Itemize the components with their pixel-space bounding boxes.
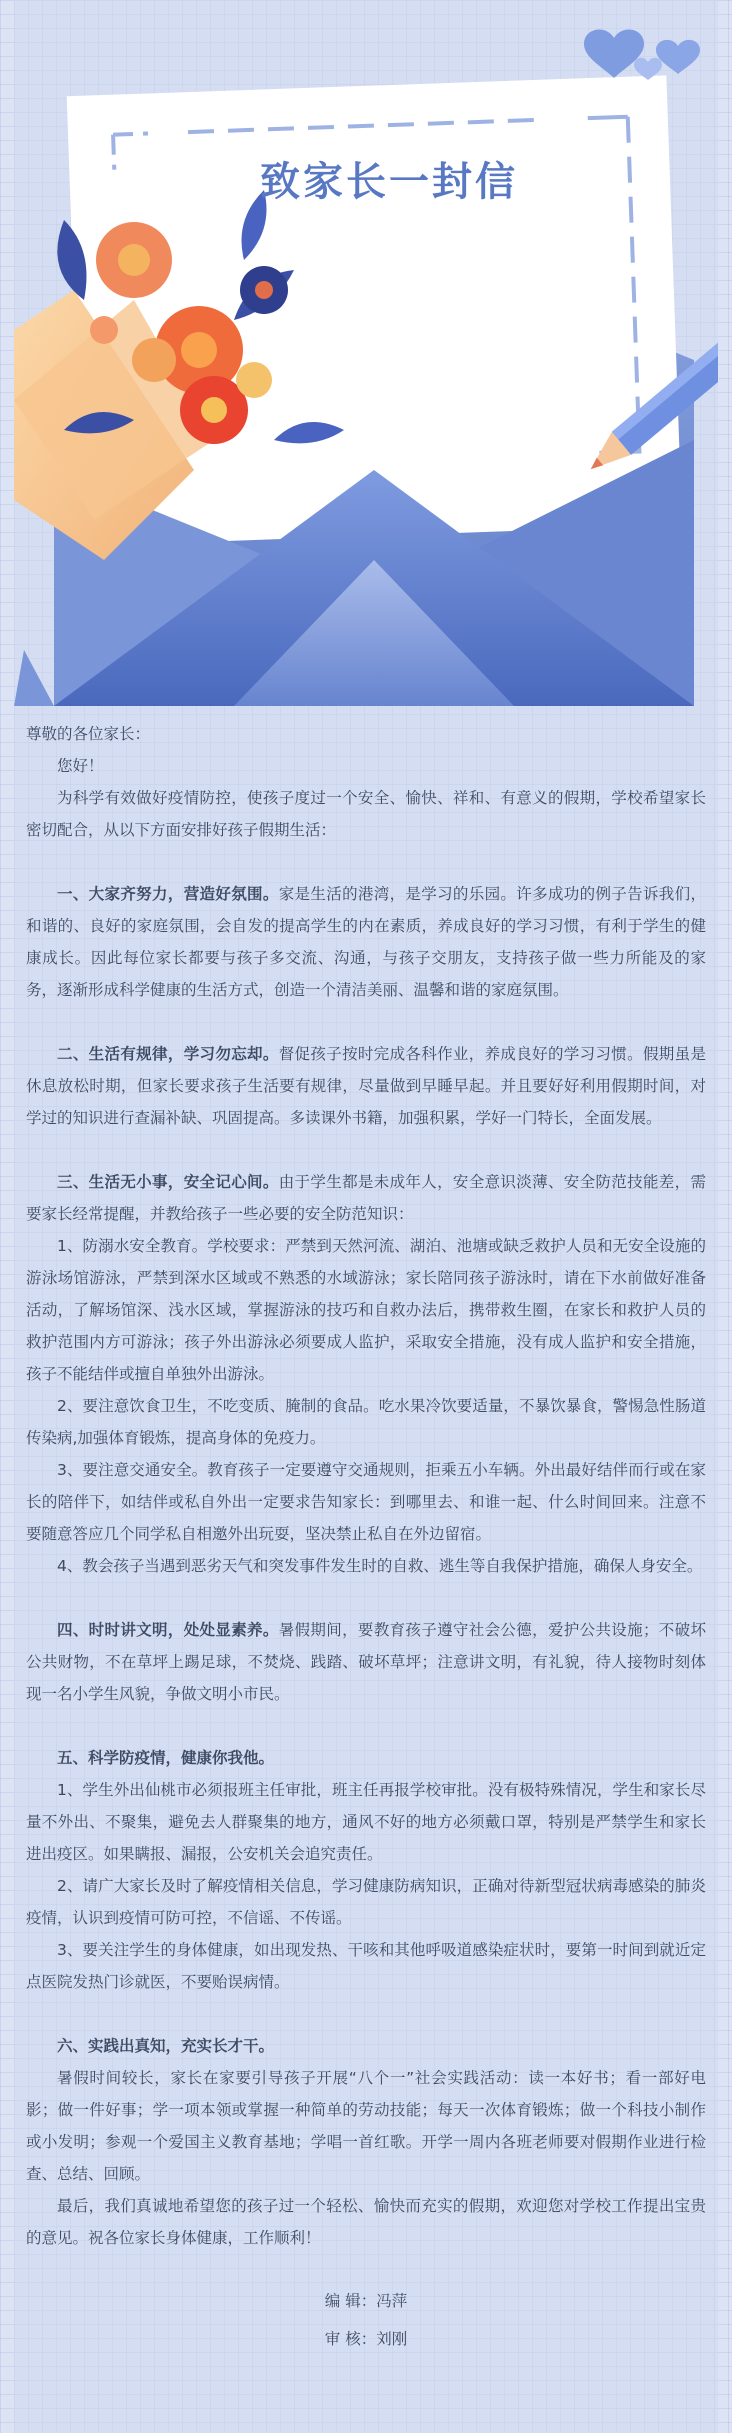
section-paragraph <box>26 1038 706 1134</box>
editor-credit: 编 辑：冯萍 <box>324 2292 408 2310</box>
section-body: 由于学生都是未成年人，安全意识淡薄、安全防范技能差，需要家长经常提醒，并教给孩子一些必要的安全防范知识： <box>26 1173 706 1223</box>
closing-paragraph: 最后，我们真诚地希望您的孩子过一个轻松、愉快而充实的假期，欢迎您对学校工作提出宝贵的意见。祝各位家长身体健康，工作顺利！ <box>26 2197 706 2247</box>
intro-paragraph: 为科学有效做好疫情防控，使孩子度过一个安全、愉快、祥和、有意义的假期，学校希望家长密切配合，从以下方面安排好孩子假期生活： <box>26 789 706 839</box>
salutation: 尊敬的各位家长： <box>26 725 151 743</box>
greeting: 您好！ <box>57 757 104 775</box>
safety-item: 2、要注意饮食卫生，不吃变质、腌制的食品。吃水果冷饮要适量，不暴饮暴食，警惕急性肠道传染病,加强体育锻炼，提高身体的免疫力。 <box>26 1397 706 1447</box>
section-body: 家是生活的港湾，是学习的乐园。许多成功的例子告诉我们，和谐的、良好的家庭氛围，会自发的提高学生的内在素质，养成良好的学习习惯，有利于学生的健康成长。因此每位家长都要与孩子多交流、沟通，与孩子交朋友，支持孩子做一些力所能及的家务，逐渐形成科学健康的生活方式，创造一个清洁美丽、温馨和谐的家庭氛围。 <box>26 885 706 999</box>
section-title: 四、时时讲文明，处处显素养。 <box>57 1621 279 1639</box>
section-paragraph <box>26 878 706 1006</box>
health-item: 2、请广大家长及时了解疫情相关信息，学习健康防病知识，正确对待新型冠状病毒感染的肺炎疫情，认识到疫情可防可控，不信谣、不传谣。 <box>26 1877 706 1927</box>
section-body: 暑假期间，要教育孩子遵守社会公德，爱护公共设施；不破坏公共财物，不在草坪上踢足球，不焚烧、践踏、破坏草坪；注意讲文明，有礼貌，待人接物时刻体现一名小学生风貌，争做文明小市民。 <box>26 1621 706 1703</box>
practice-paragraph: 暑假时间较长，家长在家要引导孩子开展“八个一”社会实践活动：读一本好书；看一部好电影；做一件好事；学一项本领或掌握一种简单的劳动技能；每天一次体育锻炼；做一个科技小制作或小发明；参观一个爱国主义教育基地；学唱一首红歌。开学一周内各班老师要对假期作业进行检查、总结、回顾。 <box>26 2069 706 2183</box>
safety-item: 3、要注意交通安全。教育孩子一定要遵守交通规则，拒乘五小车辆。外出最好结伴而行或在家长的陪伴下，如结伴或私自外出一定要求告知家长：到哪里去、和谁一起、什么时间回来。注意不要随意答应几个同学私自相邀外出玩耍，坚决禁止私自在外边留宿。 <box>26 1461 706 1543</box>
section-title: 五、科学防疫情，健康你我他。 <box>57 1749 275 1767</box>
health-item: 3、要关注学生的身体健康，如出现发热、干咳和其他呼吸道感染症状时，要第一时间到就近定点医院发热门诊就医，不要贻误病情。 <box>26 1941 706 1991</box>
section-title: 一、大家齐努力，营造好氛围。 <box>57 885 279 903</box>
reviewer-credit: 审 核：刘刚 <box>324 2330 408 2348</box>
page-title: 致家长一封信 <box>260 159 518 205</box>
header-illustration <box>14 0 718 706</box>
heart-icon <box>584 29 644 78</box>
health-item: 1、学生外出仙桃市必须报班主任审批，班主任再报学校审批。没有极特殊情况，学生和家长尽量不外出、不聚集，避免去人群聚集的地方，通风不好的地方必须戴口罩，特别是严禁学生和家长进出疫区。如果瞒报、漏报，公安机关会追究责任。 <box>26 1781 706 1863</box>
section-title: 二、生活有规律，学习勿忘却。 <box>57 1045 279 1063</box>
letter-body <box>26 718 706 2358</box>
heart-icon <box>656 40 700 74</box>
section-title: 三、生活无小事，安全记心间。 <box>57 1173 279 1191</box>
safety-item: 4、教会孩子当遇到恶劣天气和突发事件发生时的自救、逃生等自我保护措施，确保人身安全。 <box>57 1557 703 1575</box>
envelope-bouquet-illustration <box>14 0 718 706</box>
safety-item: 1、防溺水安全教育。学校要求：严禁到天然河流、湖泊、池塘或缺乏救护人员和无安全设施的游泳场馆游泳，严禁到深水区域或不熟悉的水域游泳；家长陪同孩子游泳时，请在下水前做好准备活动，了解场馆深、浅水区域，掌握游泳的技巧和自救办法后，携带救生圈，在家长和救护人员的救护范围内方可游泳；孩子外出游泳必须要成人监护，采取安全措施，没有成人监护和安全措施，孩子不能结伴或擅自单独外出游泳。 <box>26 1237 706 1383</box>
section-body: 督促孩子按时完成各科作业，养成良好的学习习惯。假期虽是休息放松时期，但家长要求孩子生活要有规律，尽量做到早睡早起。并且要好好利用假期时间，对学过的知识进行查漏补缺、巩固提高。多读课外书籍，加强积累，学好一门特长，全面发展。 <box>26 1045 706 1127</box>
section-paragraph <box>26 1166 706 1230</box>
credits <box>26 2282 706 2358</box>
section-title: 六、实践出真知，充实长才干。 <box>57 2037 275 2055</box>
section-paragraph <box>26 1614 706 1710</box>
